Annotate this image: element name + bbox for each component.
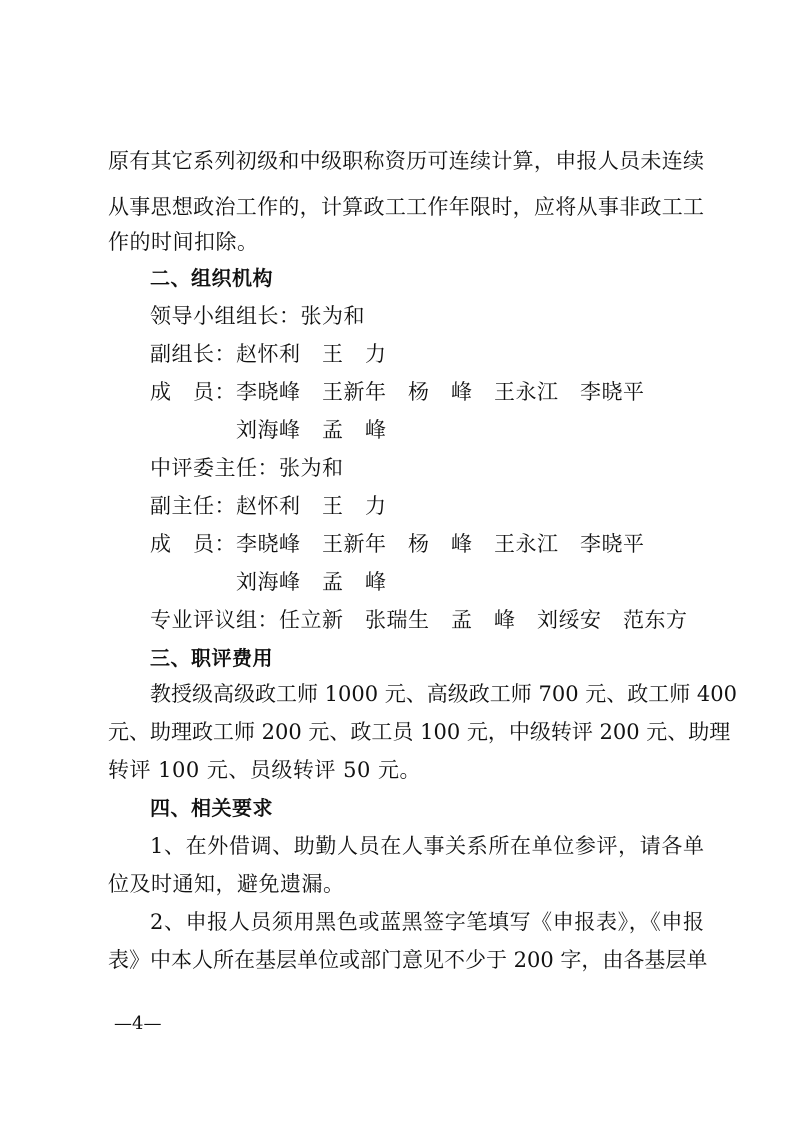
leader-group-head: 领导小组组长：张为和 [150,304,365,328]
section-heading-organization: 二、组织机构 [150,266,273,290]
committee-deputy-director: 副主任：赵怀利 王 力 [150,494,387,518]
committee-members-line-1: 成 员：李晓峰 王新年 杨 峰 王永江 李晓平 [150,532,645,556]
fees-line-3: 转评 100 元、员级转评 50 元。 [108,758,422,782]
requirement-2-line-2: 表》中本人所在基层单位或部门意见不少于 200 字，由各基层单 [108,948,708,972]
deputy-group-head: 副组长：赵怀利 王 力 [150,342,387,366]
professional-review-group: 专业评议组：任立新 张瑞生 孟 峰 刘绥安 范东方 [150,608,688,632]
requirement-2-line-1: 2、申报人员须用黑色或蓝黑签字笔填写《申报表》，《申报 [150,910,704,934]
section-heading-requirements: 四、相关要求 [150,796,273,820]
section-heading-fees: 三、职评费用 [150,646,273,670]
leader-group-members-line-1: 成 员：李晓峰 王新年 杨 峰 王永江 李晓平 [150,380,645,404]
fees-line-2: 元、助理政工师 200 元、政工员 100 元，中级转评 200 元、助理 [108,720,731,744]
page-number: —4— [114,1013,162,1034]
requirement-1-line-1: 1、在外借调、助勤人员在人事关系所在单位参评，请各单 [150,834,704,858]
leader-group-members-line-2: 刘海峰 孟 峰 [236,418,387,442]
intro-paragraph-line-1: 原有其它系列初级和中级职称资历可连续计算，申报人员未连续 [108,149,704,173]
requirement-1-line-2: 位及时通知，避免遗漏。 [108,872,345,896]
intro-paragraph-line-2: 从事思想政治工作的，计算政工工作年限时，应将从事非政工工 [108,195,704,219]
committee-members-line-2: 刘海峰 孟 峰 [236,570,387,594]
committee-director: 中评委主任：张为和 [150,456,344,480]
intro-paragraph-line-3: 作的时间扣除。 [108,230,259,254]
fees-line-1: 教授级高级政工师 1000 元、高级政工师 700 元、政工师 400 [150,682,737,706]
